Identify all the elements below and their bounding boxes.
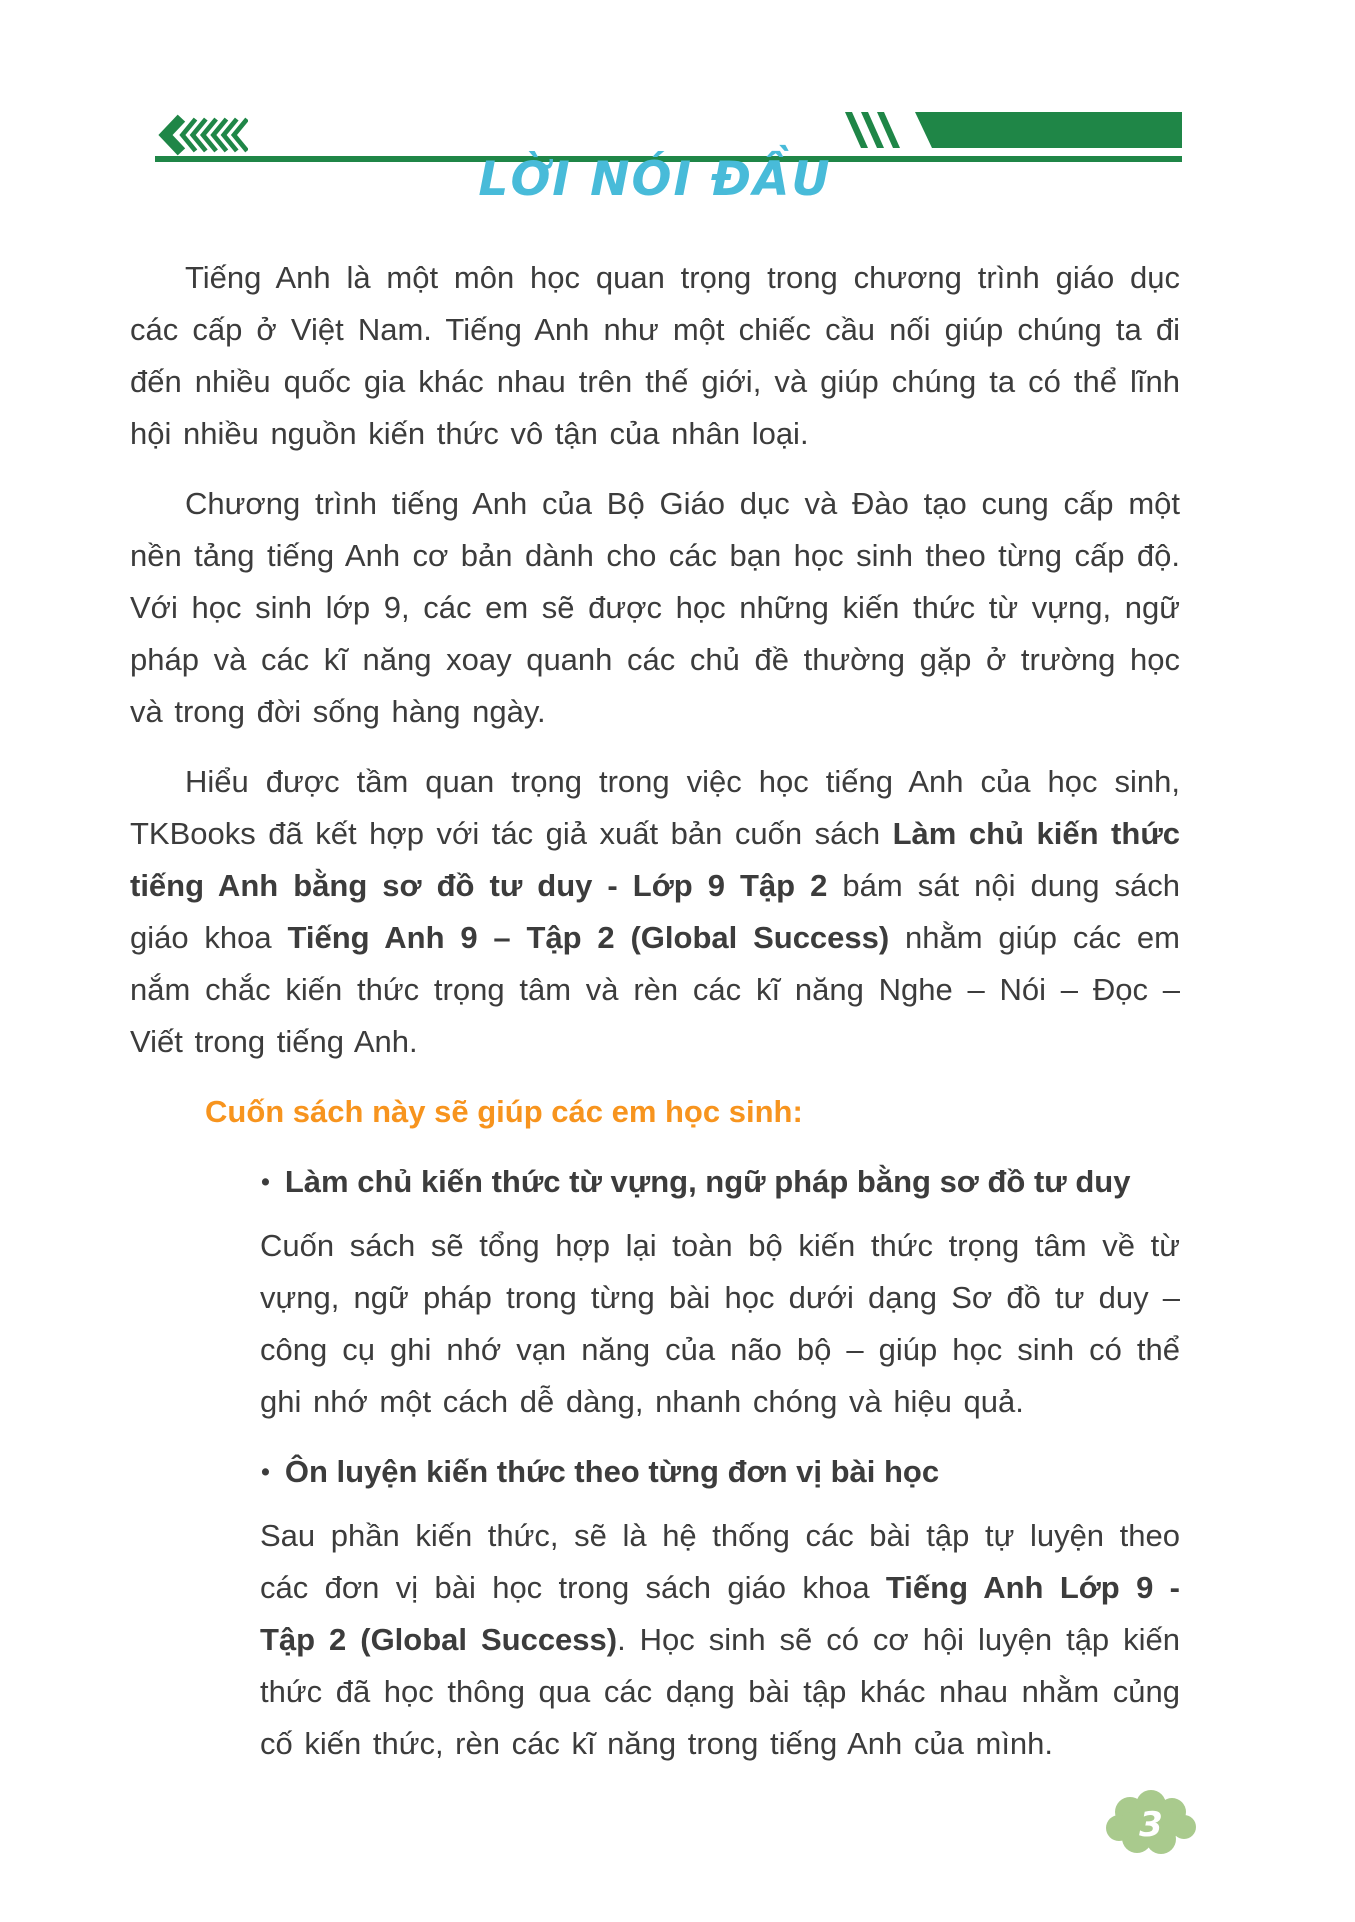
diagonal-band-icon <box>915 112 1182 148</box>
bullet-item-title <box>260 1156 1180 1208</box>
bullet-item-body: Cuốn sách sẽ tổng hợp lại toàn bộ kiến thức trọng tâm về từ vựng, ngữ pháp trong từng bài học dưới dạng Sơ đồ tư duy – công cụ ghi nhớ vạn năng của não bộ – giúp học sinh có thể ghi nhớ một cách dễ dàng, nhanh chóng và hiệu quả. <box>260 1228 1180 1419</box>
paragraph: Tiếng Anh là một môn học quan trọng trong chương trình giáo dục các cấp ở Việt Nam. Tiếng Anh như một chiếc cầu nối giúp chúng ta đi đến nhiều quốc gia khác nhau trên thế giới, và giúp chúng ta có thể lĩnh hội nhiều nguồn kiến thức vô tận của nhân loại. <box>130 260 1180 451</box>
bullet-icon: • <box>261 1167 270 1196</box>
page-title: LỜI NÓI ĐẦU <box>478 152 832 207</box>
bullet-item-title <box>260 1446 1180 1498</box>
page-content <box>130 252 1180 1788</box>
paragraph: Chương trình tiếng Anh của Bộ Giáo dục và Đào tạo cung cấp một nền tảng tiếng Anh cơ bản dành cho các bạn học sinh theo từng cấp độ. Với học sinh lớp 9, các em sẽ được học những kiến thức từ vựng, ngữ pháp và các kĩ năng xoay quanh các chủ đề thường gặp ở trường học và trong đời sống hàng ngày. <box>130 486 1180 729</box>
bullet-item-title-text: Làm chủ kiến thức từ vựng, ngữ pháp bằng sơ đồ tư duy <box>284 1164 1131 1199</box>
bullet-icon: • <box>261 1457 270 1486</box>
page-number: 3 <box>1139 1805 1163 1845</box>
bullet-item-title-text: Ôn luyện kiến thức theo từng đơn vị bài học <box>284 1454 940 1489</box>
section-heading: Cuốn sách này sẽ giúp các em học sinh: <box>205 1094 803 1129</box>
cloud-badge-icon <box>1103 1790 1199 1856</box>
paragraph: Hiểu được tầm quan trọng trong việc học tiếng Anh của học sinh, TKBooks đã kết hợp với tác giả xuất bản cuốn sách Làm chủ kiến thức tiếng Anh bằng sơ đồ tư duy - Lớp 9 Tập 2 bám sát nội dung sách giáo khoa Tiếng Anh 9 – Tập 2 (Global Success) nhằm giúp các em nắm chắc kiến thức trọng tâm và rèn các kĩ năng Nghe – Nói – Đọc – Viết trong tiếng Anh. <box>130 764 1181 1059</box>
bullet-item-body: Sau phần kiến thức, sẽ là hệ thống các bài tập tự luyện theo các đơn vị bài học trong sách giáo khoa Tiếng Anh Lớp 9 - Tập 2 (Global Success). Học sinh sẽ có cơ hội luyện tập kiến thức đã học thông qua các dạng bài tập khác nhau nhằm củng cố kiến thức, rèn các kĩ năng trong tiếng Anh của mình. <box>260 1518 1180 1761</box>
